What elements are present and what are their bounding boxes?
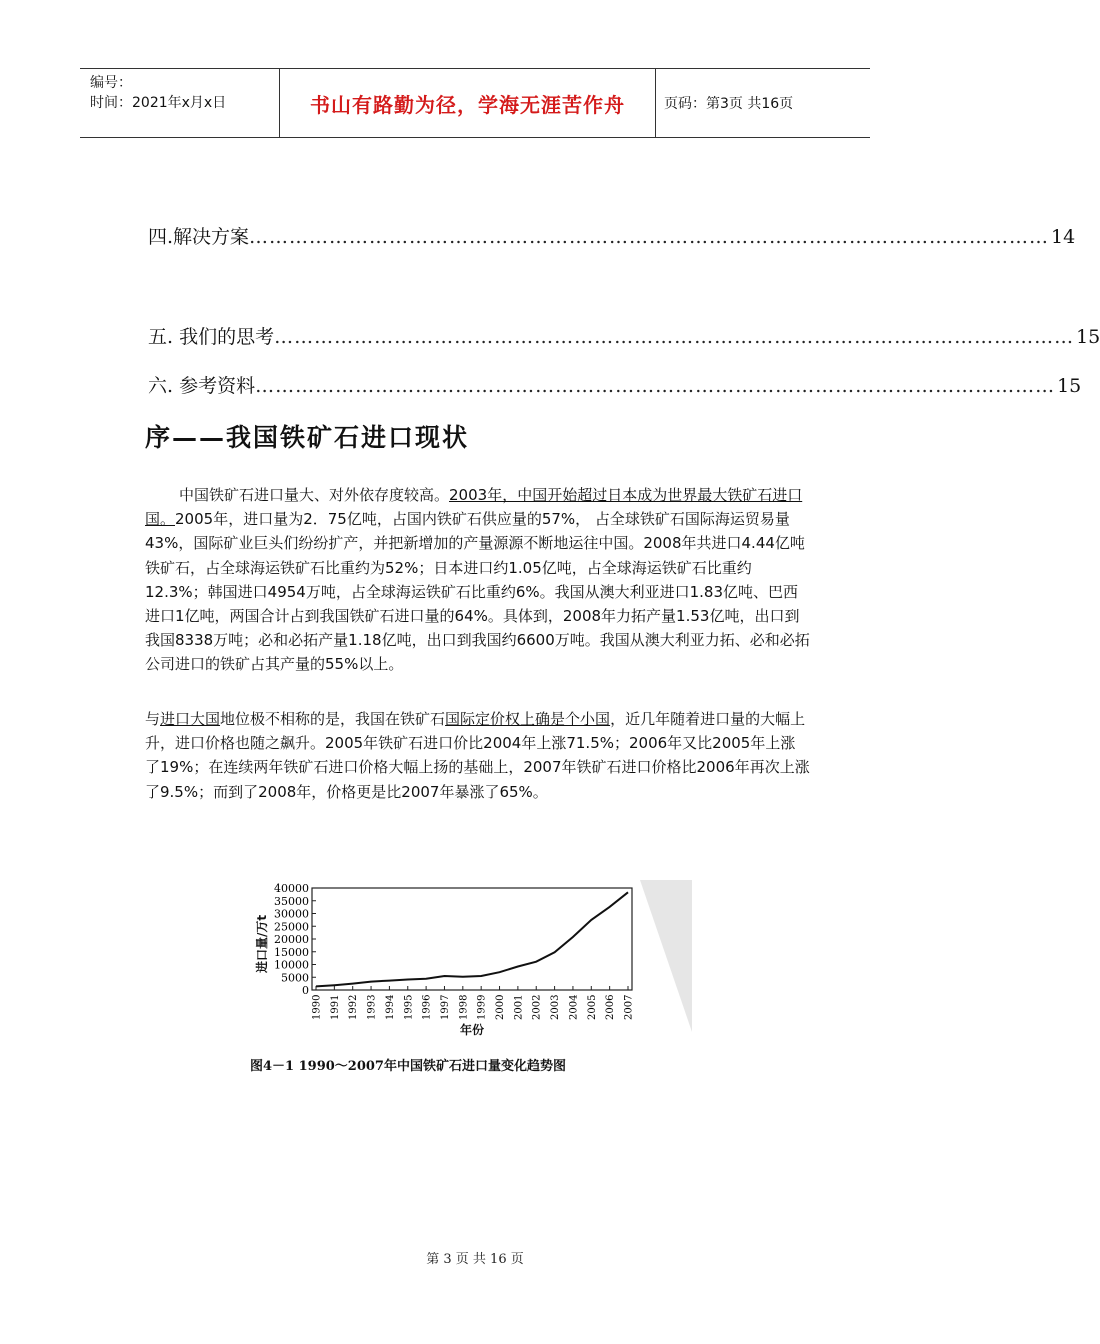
toc-leader: ………………………………………………………………………………………………………… bbox=[255, 375, 1056, 397]
toc-label: 四.解决方案 bbox=[148, 226, 250, 248]
para2-underlined-1: 进口大国 bbox=[160, 710, 221, 728]
y-tick-label: 40000 bbox=[274, 882, 309, 895]
x-tick-label: 1999 bbox=[476, 994, 488, 1020]
toc-leader: ………………………………………………………………………………………………………… bbox=[274, 326, 1075, 348]
y-tick-label: 5000 bbox=[281, 971, 309, 985]
toc-page: 15 bbox=[1057, 375, 1082, 397]
para2-t1: 与 bbox=[145, 710, 161, 728]
import-series-line bbox=[316, 892, 628, 986]
x-tick-label: 2004 bbox=[568, 994, 580, 1020]
para1-lead: 中国铁矿石进口量大、对外依存度较高。 bbox=[179, 486, 450, 504]
import-trend-figure bbox=[240, 872, 700, 1082]
paragraph-1 bbox=[145, 483, 810, 677]
serial-label: 编号： bbox=[90, 75, 132, 91]
y-tick-label: 20000 bbox=[274, 933, 309, 946]
plot-frame bbox=[312, 888, 632, 990]
scan-shadow bbox=[640, 880, 692, 1032]
header-table bbox=[80, 68, 870, 138]
x-tick-label: 1995 bbox=[403, 994, 415, 1020]
x-tick-label: 1992 bbox=[348, 994, 360, 1020]
toc-page: 14 bbox=[1051, 226, 1076, 248]
time-label: 时间：2021年x月x日 bbox=[90, 95, 227, 111]
y-tick-label: 25000 bbox=[274, 920, 309, 934]
x-tick-label: 2001 bbox=[513, 994, 525, 1020]
x-tick-label: 1996 bbox=[421, 994, 433, 1020]
para2-t3: ，近几年随着进口量的大幅上升，进口价格也随之飙升。2005年铁矿石进口价比2004年上涨71.5%；2006年又比2005年上涨了19%；在连续两年铁矿石进口价格大幅上扬的基础上，2007年铁矿石进口价格比2006年再次上涨了9.5%；而到了2008年，价格更是比2007年暴涨了65%。 bbox=[145, 710, 810, 801]
toc-page: 15 bbox=[1076, 326, 1100, 348]
y-tick-label: 0 bbox=[302, 984, 309, 997]
page-info: 页码：第3页 共16页 bbox=[664, 96, 794, 112]
toc-label: 六. 参考资料 bbox=[148, 375, 256, 397]
para2-t2: 地位极不相称的是，我国在铁矿石 bbox=[220, 710, 446, 728]
chart-caption: 图4－1 1990～2007年中国铁矿石进口量变化趋势图 bbox=[250, 1059, 566, 1074]
x-tick-label: 2002 bbox=[531, 994, 543, 1020]
x-tick-label: 2003 bbox=[550, 994, 562, 1020]
page-footer: 第 3 页 共 16 页 bbox=[426, 1252, 524, 1267]
toc-entry-5[interactable] bbox=[148, 322, 1100, 349]
para1-body: 2005年，进口量为2．75亿吨，占国内铁矿石供应量的57%， 占全球铁矿石国际海运贸易量43%，国际矿业巨头们纷纷扩产，并把新增加的产量源源不断地运往中国。2008年共进口4.44亿吨铁矿石，占全球海运铁矿石比重约为52%；日本进口约1.05亿吨，占全球海运铁矿石比重约12.3%；韩国进口4954万吨，占全球海运铁矿石比重约6%。我国从澳大利亚进口1.83亿吨、巴西进口1亿吨，两国合计占到我国铁矿石进口量的64%。具体到，2008年力拓产量1.53亿吨，出口到我国8338万吨；必和必拓产量1.18亿吨，出口到我国约6600万吨。我国从澳大利亚力拓、必和必拓公司进口的铁矿占其产量的55%以上。 bbox=[145, 510, 810, 674]
x-tick-label: 1993 bbox=[366, 994, 378, 1020]
header-left-cell bbox=[80, 69, 280, 137]
para2-underlined-2: 国际定价权上确是个小国 bbox=[445, 710, 611, 728]
x-axis-label: 年份 bbox=[459, 1023, 485, 1037]
x-tick-label: 1990 bbox=[311, 994, 323, 1020]
toc-leader: ………………………………………………………………………………………………………… bbox=[249, 226, 1050, 248]
toc-entry-6[interactable] bbox=[148, 371, 1082, 398]
y-tick-label: 30000 bbox=[274, 907, 309, 921]
y-tick-label: 15000 bbox=[274, 945, 309, 959]
para1-underlined: 2003年，中国开始超过日本成为世界最大铁矿石进口国。 bbox=[145, 486, 803, 529]
section-title: 序——我国铁矿石进口现状 bbox=[145, 423, 470, 452]
y-tick-label: 10000 bbox=[274, 958, 309, 972]
motto: 书山有路勤为径，学海无涯苦作舟 bbox=[280, 69, 656, 137]
y-tick-label: 35000 bbox=[274, 894, 309, 908]
paragraph-2 bbox=[145, 707, 810, 804]
x-tick-label: 1997 bbox=[439, 994, 451, 1020]
x-tick-label: 1991 bbox=[329, 994, 341, 1020]
x-tick-label: 2006 bbox=[605, 994, 617, 1020]
x-tick-label: 2007 bbox=[623, 994, 635, 1020]
y-axis-label: 进口量/万t bbox=[255, 914, 269, 973]
x-tick-label: 1994 bbox=[384, 994, 396, 1020]
x-tick-label: 2005 bbox=[586, 994, 598, 1020]
x-tick-label: 1998 bbox=[458, 994, 470, 1020]
x-tick-label: 2000 bbox=[495, 994, 507, 1020]
toc-label: 五. 我们的思考 bbox=[148, 326, 275, 348]
line-chart bbox=[240, 872, 700, 1082]
toc-entry-4[interactable] bbox=[148, 222, 1076, 249]
